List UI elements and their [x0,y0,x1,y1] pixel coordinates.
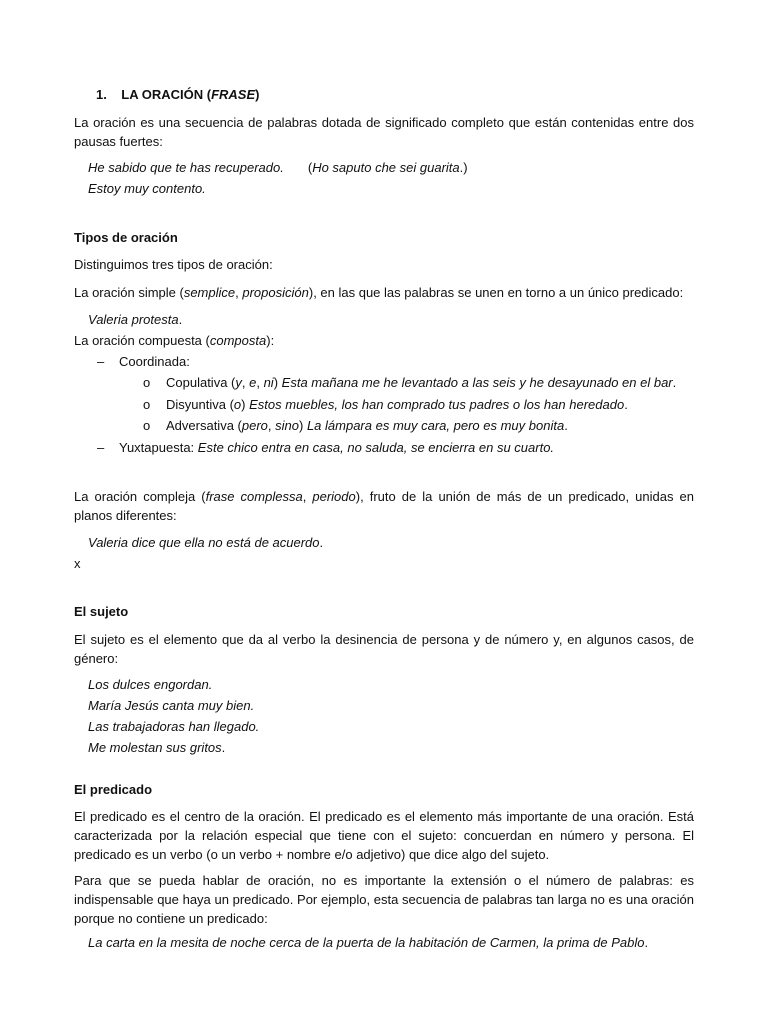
intro-example-2: Estoy muy contento. [88,181,206,196]
predicado-paragraph-1: El predicado es el centro de la oración. El predicado es el elemento más importante de una oración. Está caracterizada por la relación especial que tiene con el sujeto: concuerdan en número y persona. El predicado es un verbo (o un verbo + nombre e/o adjetivo) que dice algo del sujeto. [74,809,694,862]
oracion-simple-example: Valeria protesta. [88,312,183,327]
stray-x: x [74,556,81,571]
list-item-yuxtapuesta: – Yuxtapuesta: Este chico entra en casa, no saluda, se encierra en su cuarto. [97,440,555,455]
oracion-simple: La oración simple (semplice, proposición), en las que las palabras se unen en torno a un único predicado: [74,285,684,300]
oracion-compleja-example: Valeria dice que ella no está de acuerdo. [88,535,324,550]
circle-bullet: o [143,397,151,412]
list-item-coordinada: – Coordinada: [97,354,190,369]
predicado-paragraph-2: Para que se pueda hablar de oración, no es importante la extensión o el número de palabras: es indispensable que haya un predicado. Por ejemplo, esta secuencia de palabras tan larga no es una oración porque no contiene un predicado: [74,873,694,926]
oracion-compleja: La oración compleja (frase complessa, periodo), fruto de la unión de más de un predicado, unidas en planos diferentes: [74,489,694,523]
intro-example-translation: Ho saputo che sei guarita [312,160,460,175]
oracion-compuesta: La oración compuesta (composta): [74,333,275,348]
tipos-heading: Tipos de oración [74,230,178,245]
dash-bullet: – [97,440,105,455]
circle-bullet: o [143,375,151,390]
list-item-disyuntiva: o Disyuntiva (o) Estos muebles, los han comprado tus padres o los han heredado. [143,397,628,412]
intro-paragraph: La oración es una secuencia de palabras dotada de significado completo que están contenidas entre dos pausas fuertes: [74,115,694,149]
list-item-adversativa: o Adversativa (pero, sino) La lámpara es muy cara, pero es muy bonita. [143,418,568,433]
list-item: Las trabajadoras han llegado. [88,719,260,734]
sujeto-heading: El sujeto [74,604,129,619]
list-item: María Jesús canta muy bien. [88,698,255,713]
circle-bullet: o [143,418,151,433]
predicado-example: La carta en la mesita de noche cerca de la puerta de la habitación de Carmen, la prima de Pablo. [88,935,649,950]
section-title-italic: FRASE [211,87,256,102]
sujeto-examples [88,675,708,757]
section-title-text: LA ORACIÓN ( [121,87,212,102]
section-number: 1. [96,87,107,102]
section-title: 1. LA ORACIÓN (FRASE) [96,87,260,102]
list-item: Los dulces engordan. [88,677,213,692]
sujeto-paragraph: El sujeto es el elemento que da al verbo la desinencia de persona y de número y, en algunos casos, de género: [74,632,694,666]
dash-bullet: – [97,354,105,369]
intro-example-1: He sabido que te has recuperado. (Ho saputo che sei guarita.) [88,160,468,175]
list-item: Me molestan sus gritos. [88,740,226,755]
intro-examples [88,158,708,198]
tipos-intro: Distinguimos tres tipos de oración: [74,257,273,272]
predicado-heading: El predicado [74,782,153,797]
list-item-copulativa: o Copulativa (y, e, ni) Esta mañana me he levantado a las seis y he desayunado en el bar. [143,375,677,390]
